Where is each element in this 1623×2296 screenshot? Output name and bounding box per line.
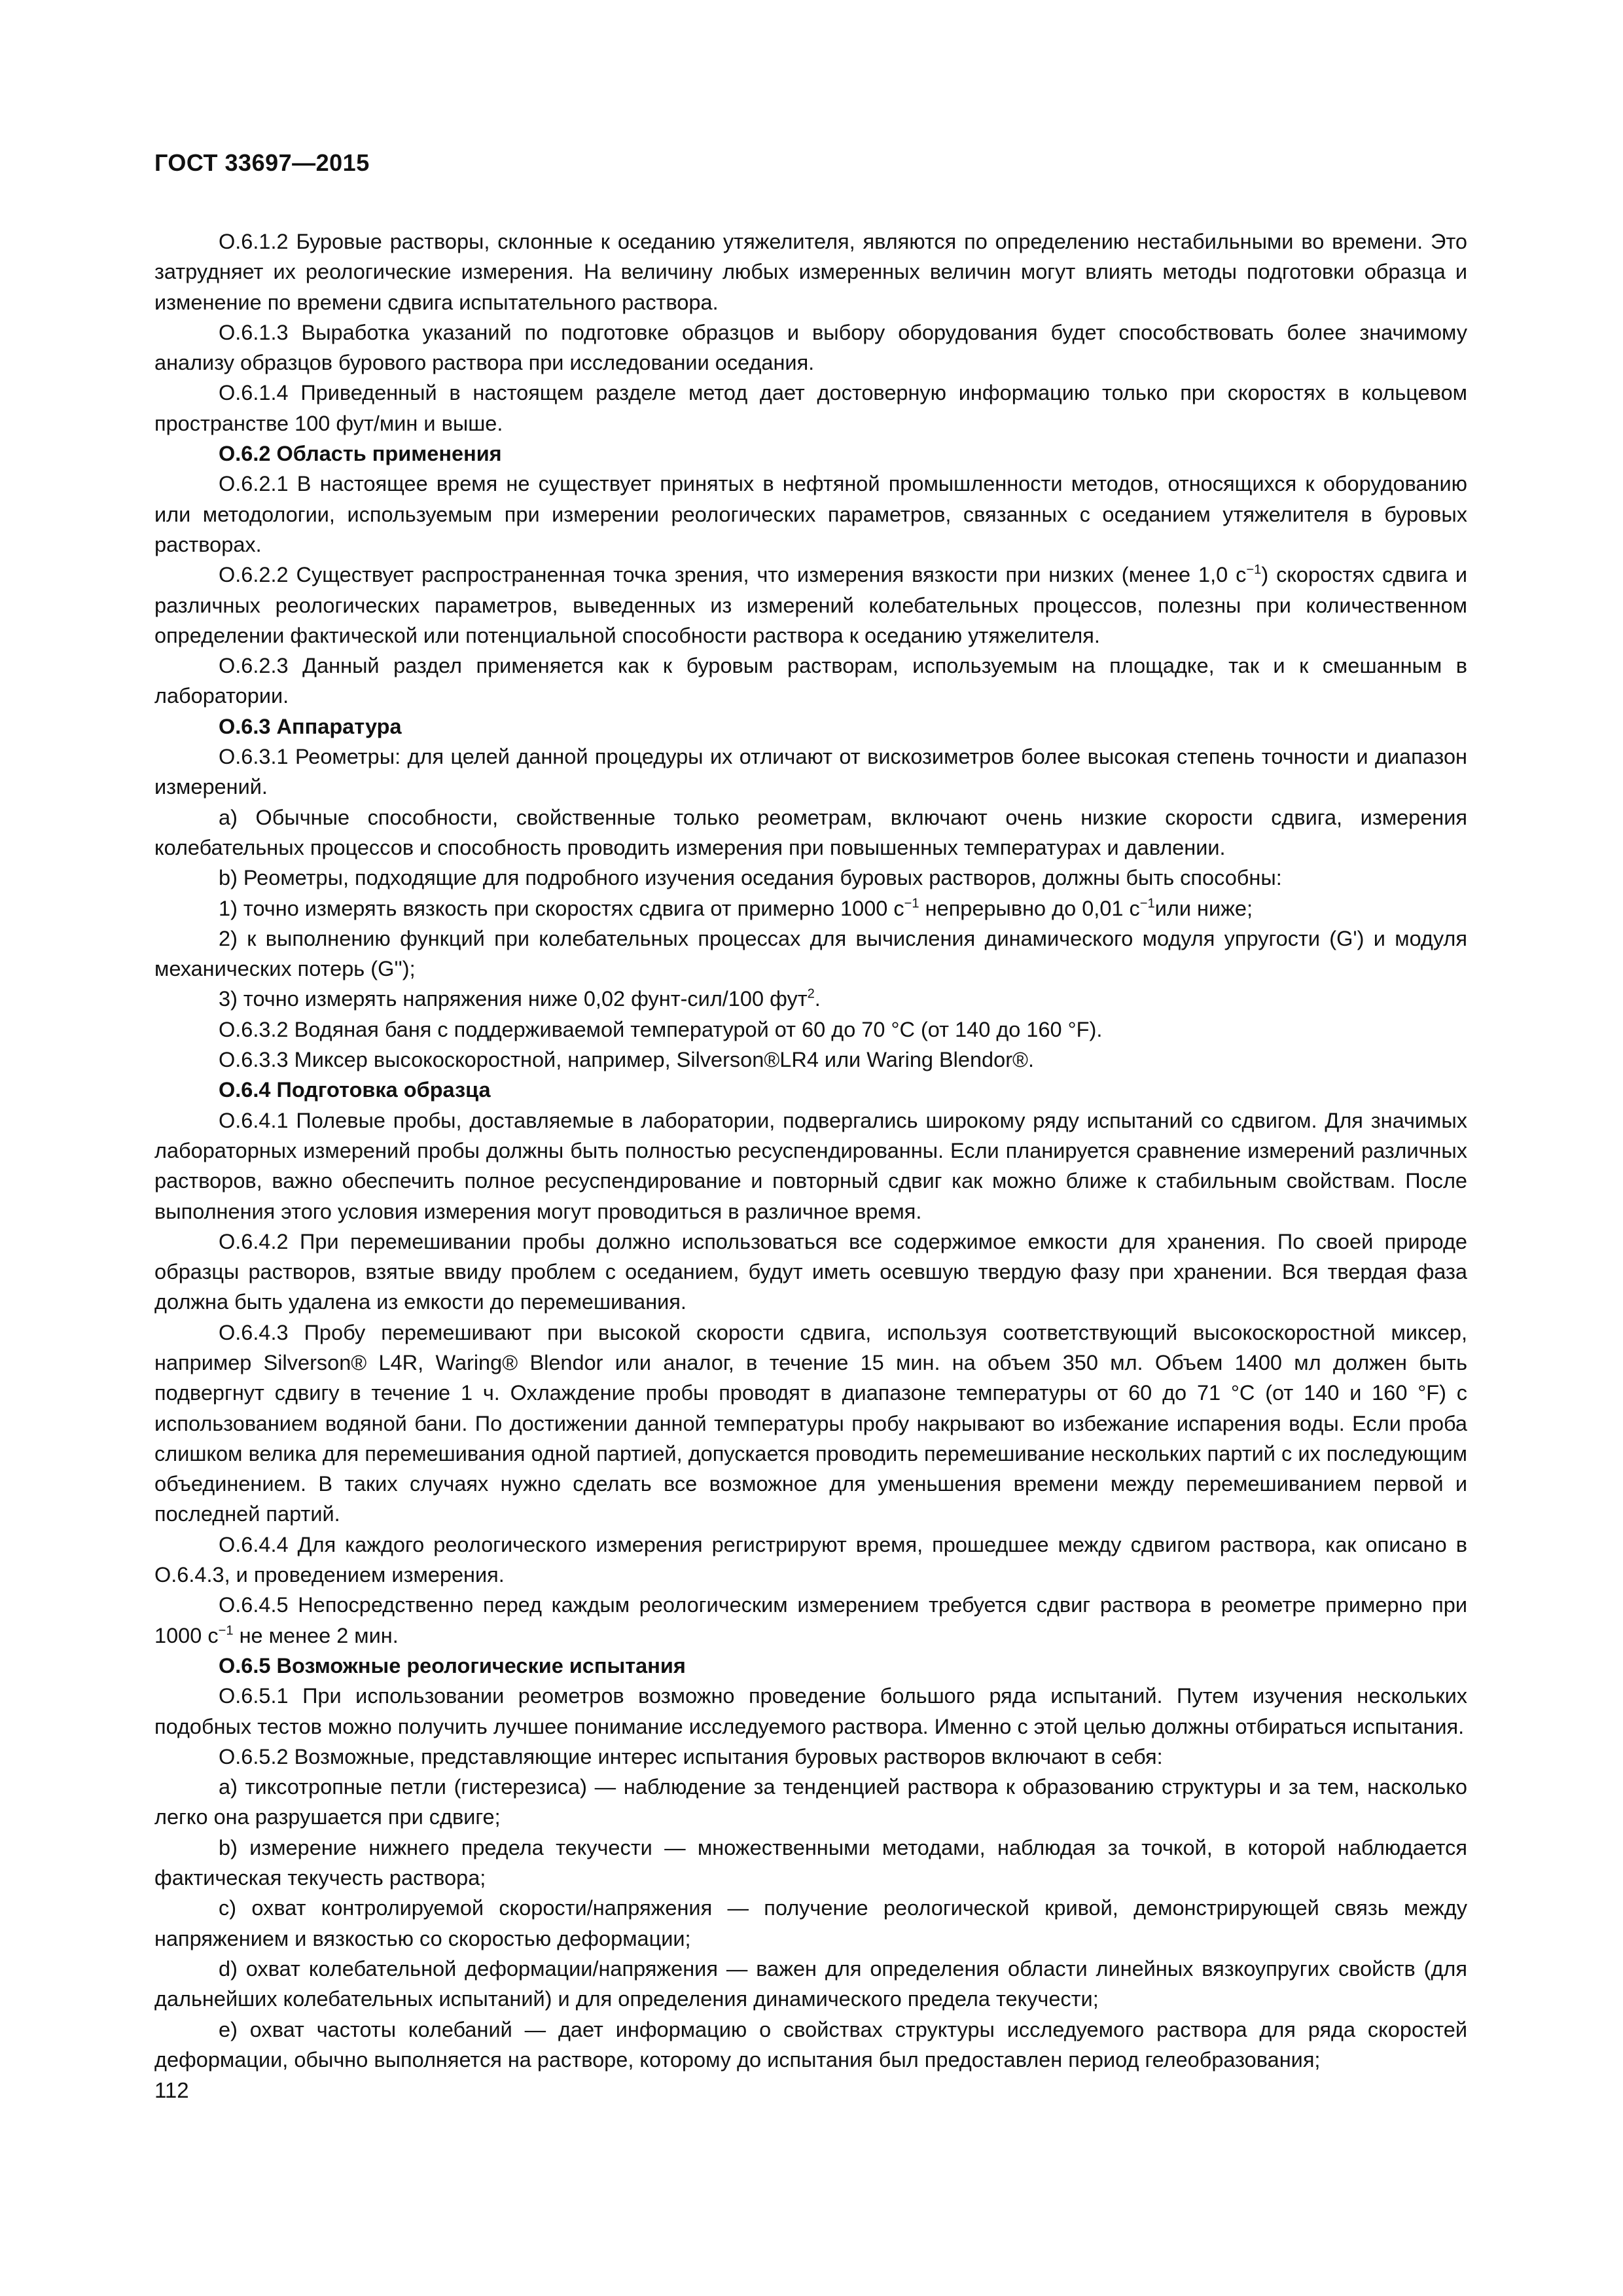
paragraph-text: . — [814, 987, 821, 1011]
paragraph-text: О.6.2 Область применения — [219, 442, 502, 466]
body-paragraph — [154, 2015, 1467, 2075]
paragraph-text: О.6.1.3 Выработка указаний по подготовке образцов и выбору оборудования будет способствовать более значимому анализу образцов бурового раствора при исследовании оседания. — [154, 320, 1467, 375]
paragraph-text: О.6.4.5 Непосредственно перед каждым реологическим измерением требуется сдвиг раствора в реометре примерно при 1000 с — [154, 1593, 1467, 1647]
paragraph-text: О.6.2.3 Данный раздел применяется как к буровым растворам, используемым на площадке, так и к смешанным в лаборатории. — [154, 654, 1467, 708]
paragraph-text: 1) точно измерять вязкость при скоростях сдвига от примерно 1000 с — [219, 896, 904, 920]
body-paragraph — [154, 1045, 1467, 1075]
paragraph-text: О.6.5.1 При использовании реометров возможно проведение большого ряда испытаний. Путем изучения нескольких подобных тестов можно получить лучшее понимание исследуемого раствора. Именно с этой целью должны отбираться испытания. — [154, 1684, 1467, 1738]
body-paragraph — [154, 469, 1467, 560]
paragraph-text: d) охват колебательной деформации/напряжения — важен для определения области линейных вязкоупругих свойств (для дальнейших колебательных испытаний) и для определения динамического предела текучести; — [154, 1956, 1467, 2011]
paragraph-text: О.6.5.2 Возможные, представляющие интерес испытания буровых растворов включают в себя: — [219, 1744, 1163, 1768]
section-heading — [154, 1075, 1467, 1105]
body-paragraph — [154, 742, 1467, 802]
paragraph-text: b) измерение нижнего предела текучести — множественными методами, наблюдая за точкой, в которой наблюдается фактическая текучесть раствора; — [154, 1835, 1467, 1890]
document-header: ГОСТ 33697—2015 — [154, 149, 370, 176]
paragraph-text: 2) к выполнению функций при колебательных процессах для вычисления динамического модуля упругости (G') и модуля механических потерь (G''); — [154, 926, 1467, 981]
paragraph-text: О.6.2.1 В настоящее время не существует принятых в нефтяной промышленности методов, относящихся к оборудованию или методологии, используемым при измерении реологических параметров, связанных с оседанием утяжелителя в буровых растворах. — [154, 472, 1467, 556]
paragraph-text: О.6.3.2 Водяная баня с поддерживаемой температурой от 60 до 70 °С (от 140 до 160 °F). — [219, 1017, 1103, 1041]
body-paragraph — [154, 1530, 1467, 1590]
superscript: −1 — [1246, 562, 1262, 577]
paragraph-text: b) Реометры, подходящие для подробного изучения оседания буровых растворов, должны быть способны: — [219, 866, 1282, 890]
paragraph-text: a) тиксотропные петли (гистерезиса) — наблюдение за тенденцией раствора к образованию структуры и за тем, насколько легко она разрушается при сдвиге; — [154, 1775, 1467, 1829]
superscript: −1 — [1139, 896, 1155, 911]
body-paragraph — [154, 1105, 1467, 1227]
paragraph-text: 3) точно измерять напряжения ниже 0,02 фунт-сил/100 фут — [219, 987, 808, 1011]
body-paragraph — [154, 1742, 1467, 1772]
body-paragraph — [154, 1318, 1467, 1530]
body-paragraph — [154, 560, 1467, 651]
paragraph-text: О.6.3.1 Реометры: для целей данной процедуры их отличают от вискозиметров более высокая степень точности и диапазон измерений. — [154, 745, 1467, 799]
document-body — [154, 226, 1467, 2075]
body-paragraph — [154, 924, 1467, 984]
body-paragraph — [154, 1681, 1467, 1742]
paragraph-text: c) охват контролируемой скорости/напряжения — получение реологической кривой, демонстрирующей связь между напряжением и вязкостью со скоростью деформации; — [154, 1896, 1467, 1950]
body-paragraph — [154, 226, 1467, 317]
paragraph-text: О.6.1.2 Буровые растворы, склонные к оседанию утяжелителя, являются по определению нестабильными во времени. Это затрудняет их реологические измерения. На величину любых измеренных величин могут влиять методы подготовки образца и изменение по времени сдвига испытательного раствора. — [154, 230, 1467, 314]
paragraph-text: О.6.4.3 Пробу перемешивают при высокой скорости сдвига, используя соответствующий высокоскоростной миксер, например Silverson® L4R, Waring® Blendor или аналог, в течение 15 мин. на объем 350 мл. Объем 1400 мл должен быть подвергнут сдвигу в течение 1 ч. Охлаждение пробы проводят в диапазоне температуры от 60 до 71 °С (от 140 и 160 °F) с использованием водяной бани. По достижении данной температуры пробу накрывают во избежание испарения воды. Если проба слишком велика для перемешивания одной партией, допускается проводить перемешивание нескольких партий с их последующим объединением. В таких случаях нужно сделать все возможное для уменьшения времени между перемешиванием первой и последней партий. — [154, 1320, 1467, 1526]
section-heading — [154, 1651, 1467, 1681]
body-paragraph — [154, 984, 1467, 1014]
body-paragraph — [154, 1227, 1467, 1318]
superscript: −1 — [904, 896, 919, 911]
paragraph-text: непрерывно до 0,01 с — [919, 896, 1140, 920]
body-paragraph — [154, 378, 1467, 439]
paragraph-text: не менее 2 мин. — [233, 1623, 399, 1647]
superscript: 2 — [807, 986, 815, 1001]
body-paragraph — [154, 893, 1467, 924]
body-paragraph — [154, 1590, 1467, 1651]
body-paragraph — [154, 802, 1467, 863]
paragraph-text: О.6.4.4 Для каждого реологического измерения регистрируют время, прошедшее между сдвигом раствора, как описано в О.6.4.3, и проведением измерения. — [154, 1532, 1467, 1587]
paragraph-text: О.6.4.1 Полевые пробы, доставляемые в лаборатории, подвергались широкому ряду испытаний со сдвигом. Для значимых лабораторных измерений пробы должны быть полностью ресуспендированны. Если планируется сравнение измерений различных растворов, важно обеспечить полное ресуспендирование и повторный сдвиг как можно ближе к стабильным свойствам. После выполнения этого условия измерения могут проводиться в различное время. — [154, 1108, 1467, 1223]
paragraph-text: О.6.1.4 Приведенный в настоящем разделе метод дает достоверную информацию только при скоростях в кольцевом пространстве 100 фут/мин и выше. — [154, 381, 1467, 435]
body-paragraph — [154, 1833, 1467, 1893]
paragraph-text: ) скоростях сдвига и различных реологических параметров, выведенных из измерений колебательных процессов, полезны при количественном определении фактической или потенциальной способности раствора к оседанию утяжелителя. — [154, 563, 1467, 647]
paragraph-text: О.6.4 Подготовка образца — [219, 1078, 491, 1102]
paragraph-text: О.6.2.2 Существует распространенная точка зрения, что измерения вязкости при низких (менее 1,0 с — [219, 563, 1247, 587]
body-paragraph — [154, 1954, 1467, 2015]
body-paragraph — [154, 863, 1467, 893]
superscript: −1 — [218, 1623, 234, 1638]
body-paragraph — [154, 651, 1467, 711]
body-paragraph — [154, 317, 1467, 378]
body-paragraph — [154, 1772, 1467, 1833]
paragraph-text: или ниже; — [1154, 896, 1253, 920]
body-paragraph — [154, 1893, 1467, 1954]
section-heading — [154, 711, 1467, 742]
paragraph-text: О.6.5 Возможные реологические испытания — [219, 1653, 686, 1677]
paragraph-text: О.6.3.3 Миксер высокоскоростной, например, Silverson®LR4 или Waring Blendor®. — [219, 1048, 1034, 1072]
paragraph-text: e) охват частоты колебаний — дает информацию о свойствах структуры исследуемого раствора для ряда скоростей деформации, обычно выполняется на растворе, которому до испытания был предоставлен период гелеобразования; — [154, 2017, 1467, 2072]
paragraph-text: О.6.3 Аппаратура — [219, 714, 402, 738]
body-paragraph — [154, 1014, 1467, 1045]
section-heading — [154, 439, 1467, 469]
paragraph-text: a) Обычные способности, свойственные только реометрам, включают очень низкие скорости сдвига, измерения колебательных процессов и способность проводить измерения при повышенных температурах и давлении. — [154, 805, 1467, 859]
paragraph-text: О.6.4.2 При перемешивании пробы должно использоваться все содержимое емкости для хранения. По своей природе образцы растворов, взятые ввиду проблем с оседанием, будут иметь осевшую твердую фазу при хранении. Вся твердая фаза должна быть удалена из емкости до перемешивания. — [154, 1229, 1467, 1314]
page-number: 112 — [154, 2078, 189, 2102]
